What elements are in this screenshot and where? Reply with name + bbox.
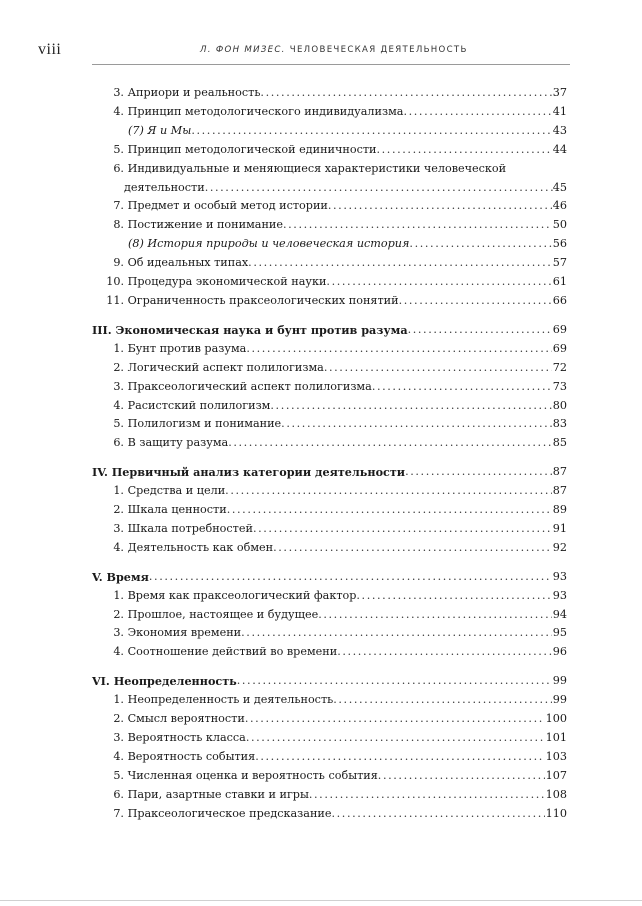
dot-leader	[405, 463, 552, 482]
toc-entry[interactable]	[0, 729, 567, 748]
dot-leader	[246, 340, 551, 359]
toc-entry-title: Шкала ценности	[127, 503, 227, 517]
toc-entry-title-line2: деятельности	[124, 180, 205, 194]
toc-chapter[interactable]	[0, 568, 567, 587]
toc-entry[interactable]	[0, 691, 567, 710]
toc-entry-title: Время как праксеологический фактор	[127, 588, 357, 602]
toc-subentry-title: (8) История природы и человеческая история	[128, 237, 410, 251]
toc-entry-page: 50	[552, 218, 567, 232]
toc-entry-number: 10.	[106, 275, 124, 289]
toc-entry-title: Праксеологический аспект полилогизма	[127, 379, 372, 393]
toc-entry-page: 89	[552, 503, 567, 517]
toc-entry-page: 101	[545, 731, 567, 744]
toc-entry-page: 103	[545, 749, 567, 763]
toc-entry[interactable]	[0, 84, 567, 103]
toc-entry-page: 96	[552, 645, 567, 659]
toc-entry-page: 72	[552, 360, 567, 374]
toc-entry-page: 46	[552, 199, 567, 213]
dot-leader	[309, 786, 545, 805]
toc-entry[interactable]	[0, 141, 567, 160]
toc-entry-title: Пари, азартные ставки и игры	[127, 787, 309, 801]
running-head	[200, 45, 540, 55]
toc-entry-page: 69	[552, 341, 567, 355]
toc-chapter-title: IV. Первичный анализ категории деятельности	[92, 465, 406, 480]
toc-entry-title: Деятельность как обмен	[127, 540, 274, 554]
toc-entry-title: Смысл вероятности	[127, 712, 245, 726]
dot-leader	[331, 805, 544, 824]
toc-entry[interactable]	[0, 786, 567, 805]
dot-leader	[248, 254, 552, 273]
toc-entry-title: Предмет и особый метод истории	[127, 199, 328, 213]
toc-entry-page: 57	[552, 256, 567, 270]
toc-entry-page: 37	[552, 86, 567, 99]
toc-entry-number: 5.	[113, 142, 124, 156]
toc-entry-number: 5.	[113, 768, 124, 782]
dot-leader	[191, 122, 551, 141]
toc-entry-number: 4.	[113, 104, 124, 118]
table-of-contents	[0, 84, 642, 824]
dot-leader	[205, 179, 553, 198]
toc-entry-title: Вероятность события	[127, 749, 256, 763]
toc-entry[interactable]	[0, 805, 567, 824]
toc-entry-number: 3.	[113, 626, 124, 640]
toc-entry[interactable]	[0, 359, 567, 378]
toc-entry-number: 6.	[113, 787, 124, 801]
toc-entry-page: 41	[552, 104, 567, 118]
dot-leader	[337, 643, 552, 662]
running-head-title: ЧЕЛОВЕЧЕСКАЯ ДЕЯТЕЛЬНОСТЬ	[289, 45, 468, 55]
toc-entry[interactable]	[0, 539, 567, 558]
toc-entry-title: Постижение и понимание	[127, 218, 283, 232]
toc-subentry-title: (7) Я и Мы	[128, 123, 192, 137]
toc-chapter-title: V. Время	[92, 569, 149, 584]
toc-entry-page: 66	[552, 293, 567, 307]
toc-entry[interactable]	[0, 710, 567, 729]
toc-entry-number: 3.	[113, 731, 124, 744]
toc-entry-number: 1.	[113, 693, 124, 707]
dot-leader	[399, 292, 552, 311]
toc-subentry[interactable]	[0, 122, 567, 141]
toc-entry-number: 4.	[113, 749, 124, 763]
toc-entry-number: 1.	[113, 588, 124, 602]
toc-entry-page: 93	[552, 588, 567, 602]
dot-leader	[324, 359, 552, 378]
toc-chapter-title: VI. Неопределенность	[92, 674, 237, 689]
toc-entry-number: 7.	[113, 806, 124, 820]
toc-entry-number: 2.	[113, 607, 124, 621]
toc-entry-title: Априори и реальность	[127, 86, 261, 99]
toc-entry-page: 95	[552, 626, 567, 640]
dot-leader	[281, 415, 552, 434]
toc-entry[interactable]	[0, 624, 567, 643]
toc-entry-title: Прошлое, настоящее и будущее	[127, 607, 319, 621]
toc-entry-page: 91	[552, 521, 567, 535]
toc-entry-page: 45	[552, 180, 567, 194]
toc-chapter-page: 99	[552, 674, 567, 688]
toc-entry-title: Вероятность класса	[127, 731, 246, 744]
toc-entry[interactable]	[0, 397, 567, 416]
toc-entry[interactable]	[0, 587, 567, 606]
toc-entry-number: 4.	[113, 540, 124, 554]
toc-entry-wrapped[interactable]	[0, 160, 567, 198]
toc-entry[interactable]	[0, 501, 567, 520]
toc-entry-title: Соотношение действий во времени	[127, 645, 338, 659]
dot-leader	[378, 767, 545, 786]
toc-entry[interactable]	[0, 378, 567, 397]
toc-entry-page: 99	[552, 693, 567, 707]
toc-entry-number: 6.	[113, 161, 124, 175]
dot-leader	[283, 216, 552, 235]
toc-entry-page: 107	[545, 768, 567, 782]
dot-leader	[326, 273, 551, 292]
toc-entry-title: Процедура экономической науки	[127, 275, 327, 289]
toc-entry-page: 100	[545, 712, 567, 726]
dot-leader	[246, 729, 545, 748]
toc-entry-title: Логический аспект полилогизма	[127, 360, 324, 374]
toc-entry-page: 56	[552, 237, 567, 251]
toc-entry-number: 2.	[113, 360, 124, 374]
toc-entry-title: Экономия времени	[127, 626, 242, 640]
toc-entry-page: 92	[552, 540, 567, 554]
toc-chapter-title: III. Экономическая наука и бунт против разума	[92, 322, 408, 337]
toc-entry-title: Расистский полилогизм	[127, 398, 271, 412]
toc-entry-number: 1.	[113, 484, 124, 498]
dot-leader	[270, 397, 551, 416]
dot-leader	[372, 378, 552, 397]
toc-entry-title: Шкала потребностей	[127, 521, 253, 535]
toc-entry[interactable]	[0, 273, 567, 292]
toc-entry-number: 2.	[113, 503, 124, 517]
toc-entry-number: 4.	[113, 645, 124, 659]
dot-leader	[356, 587, 551, 606]
toc-entry[interactable]	[0, 254, 567, 273]
toc-entry-title: Средства и цели	[127, 484, 226, 498]
toc-chapter[interactable]	[0, 672, 567, 691]
toc-entry-title: Ограниченность праксеологических понятий	[127, 293, 399, 307]
toc-entry[interactable]	[0, 520, 567, 539]
toc-entry[interactable]	[0, 197, 567, 216]
dot-leader	[408, 321, 552, 340]
toc-entry-title: Неопределенность и деятельность	[127, 693, 334, 707]
dot-leader	[260, 84, 551, 103]
dot-leader	[409, 235, 551, 254]
dot-leader	[225, 482, 552, 501]
toc-entry-number: 1.	[113, 341, 124, 355]
toc-entry[interactable]	[0, 340, 567, 359]
toc-entry[interactable]	[0, 748, 567, 767]
toc-entry-title: Праксеологическое предсказание	[127, 806, 332, 820]
toc-entry[interactable]	[0, 606, 567, 625]
bottom-edge	[0, 900, 642, 901]
toc-entry-title: В защиту разума	[127, 436, 229, 450]
toc-entry-title: Об идеальных типах	[127, 256, 249, 270]
toc-entry-page: 94	[552, 607, 567, 621]
toc-entry-page: 87	[552, 484, 567, 498]
dot-leader	[255, 748, 544, 767]
toc-entry-title: Принцип методологического индивидуализма	[127, 104, 404, 118]
dot-leader	[237, 672, 552, 691]
toc-entry-number: 3.	[113, 86, 124, 99]
dot-leader	[328, 197, 552, 216]
toc-chapter-page: 69	[552, 322, 567, 336]
toc-entry-number: 8.	[113, 218, 124, 232]
toc-entry-page: 43	[552, 123, 567, 137]
toc-entry-page: 85	[552, 436, 567, 450]
dot-leader	[273, 539, 552, 558]
toc-chapter-page: 93	[552, 569, 567, 583]
toc-entry-number: 4.	[113, 398, 124, 412]
toc-entry-page: 110	[545, 806, 567, 820]
toc-chapter-page: 87	[552, 465, 567, 479]
dot-leader	[253, 520, 552, 539]
toc-entry-title: Полилогизм и понимание	[127, 417, 282, 431]
dot-leader	[318, 606, 552, 625]
toc-entry-number: 7.	[113, 199, 124, 213]
toc-entry-number: 2.	[113, 712, 124, 726]
toc-entry-title: Численная оценка и вероятность события	[127, 768, 378, 782]
dot-leader	[149, 568, 552, 587]
toc-entry-number: 3.	[113, 379, 124, 393]
toc-entry-page: 80	[552, 398, 567, 412]
toc-entry-page: 44	[552, 142, 567, 156]
toc-entry[interactable]	[0, 216, 567, 235]
toc-chapter[interactable]	[0, 463, 567, 482]
toc-entry-number: 5.	[113, 417, 124, 431]
toc-entry-page: 83	[552, 417, 567, 431]
dot-leader	[241, 624, 552, 643]
toc-subentry[interactable]	[0, 235, 567, 254]
toc-entry-title-line1: Индивидуальные и меняющиеся характеристики человеческой	[127, 161, 507, 175]
toc-entry[interactable]	[0, 415, 567, 434]
toc-entry-page: 61	[552, 275, 567, 289]
dot-leader	[333, 691, 552, 710]
header-rule	[92, 64, 570, 65]
toc-entry[interactable]	[0, 434, 567, 453]
toc-entry[interactable]	[0, 292, 567, 311]
dot-leader	[245, 710, 545, 729]
toc-entry[interactable]	[0, 767, 567, 786]
toc-entry-number: 3.	[113, 521, 124, 535]
dot-leader	[403, 103, 551, 122]
toc-entry[interactable]	[0, 643, 567, 662]
toc-entry-page: 73	[552, 379, 567, 393]
toc-entry[interactable]	[0, 482, 567, 501]
toc-entry-number: 9.	[113, 256, 124, 270]
toc-chapter[interactable]	[0, 321, 567, 340]
dot-leader	[377, 141, 552, 160]
toc-entry-number: 11.	[106, 293, 124, 307]
dot-leader	[228, 434, 552, 453]
toc-entry-number: 6.	[113, 436, 124, 450]
page-number: viii	[38, 41, 62, 58]
toc-entry-title: Принцип методологической единичности	[127, 142, 377, 156]
running-head-author: Л. ФОН МИЗЕС.	[200, 45, 286, 55]
dot-leader	[227, 501, 552, 520]
toc-entry[interactable]	[0, 103, 567, 122]
toc-entry-page: 108	[545, 787, 567, 801]
toc-entry-title: Бунт против разума	[127, 341, 247, 355]
